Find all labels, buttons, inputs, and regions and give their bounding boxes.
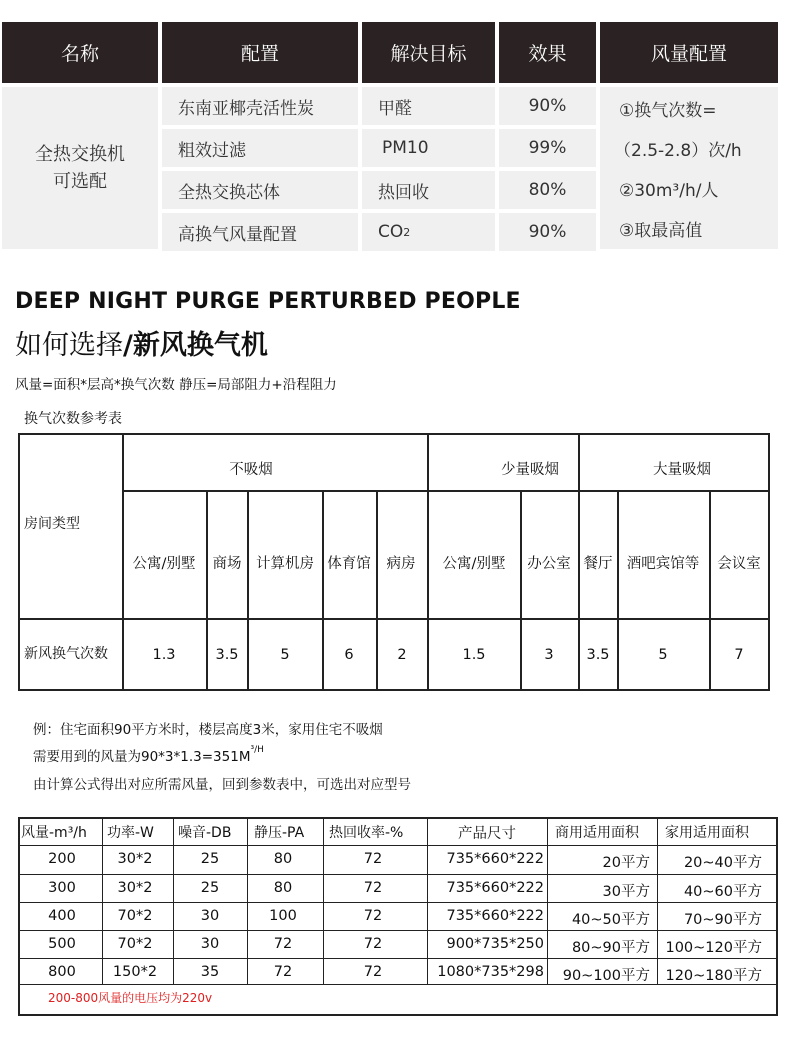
table-cell-home-area: 20~40平方 xyxy=(683,855,762,871)
config-target: 热回收 xyxy=(362,171,495,209)
table-cell: 80 xyxy=(273,851,293,867)
example-line-2 xyxy=(33,745,264,765)
table-cell-size: 1080*735*298 xyxy=(437,964,544,980)
table-cell: 72 xyxy=(363,936,383,952)
col-header-power: 功率-W xyxy=(107,825,154,841)
table-cell: 72 xyxy=(273,936,293,952)
co2-sub: 2 xyxy=(403,225,411,239)
table-cell: 30 xyxy=(200,936,220,952)
header-config: 配置 xyxy=(162,22,358,83)
table-cell: 30 xyxy=(200,908,220,924)
table-cell-commercial-area: 20平方 xyxy=(602,855,650,871)
table-cell-size: 900*735*250 xyxy=(446,936,544,952)
room-type: 计算机房 xyxy=(256,556,314,572)
formula-text: 风量=面积*层高*换气次数 静压=局部阻力+沿程阻力 xyxy=(15,377,337,393)
table-cell: 72 xyxy=(363,880,383,896)
table-cell: 70*2 xyxy=(117,936,153,952)
room-type: 会议室 xyxy=(717,556,761,572)
col-header-home-area: 家用适用面积 xyxy=(665,825,749,841)
airflow-line: ①换气次数= xyxy=(619,101,717,121)
table-cell: 72 xyxy=(363,908,383,924)
room-type: 体育馆 xyxy=(327,556,371,572)
table-cell: 800 xyxy=(48,964,76,980)
header-effect: 效果 xyxy=(499,22,596,83)
config-target: PM10 xyxy=(362,129,495,167)
config-item: 东南亚椰壳活性炭 xyxy=(162,87,358,125)
table-cell: 30*2 xyxy=(117,880,153,896)
table-cell: 25 xyxy=(200,880,220,896)
table-cell: 30*2 xyxy=(117,851,153,867)
table-cell: 400 xyxy=(48,908,76,924)
table-cell-size: 735*660*222 xyxy=(446,880,544,896)
config-effect: 80% xyxy=(499,171,596,209)
table-cell: 80 xyxy=(273,880,293,896)
air-change-value: 2 xyxy=(397,647,407,663)
air-change-value: 3 xyxy=(544,647,554,663)
title-bold: /新风换气机 xyxy=(123,330,268,361)
example-unit: ³/H xyxy=(250,745,264,755)
english-headline: DEEP NIGHT PURGE PERTURBED PEOPLE xyxy=(15,289,521,314)
room-type: 办公室 xyxy=(527,556,571,572)
table-cell-home-area: 40~60平方 xyxy=(683,884,762,900)
table-cell: 25 xyxy=(200,851,220,867)
product-name-line1: 全热交换机 xyxy=(35,144,125,165)
reference-table-title: 换气次数参考表 xyxy=(24,411,122,427)
table-cell-commercial-area: 30平方 xyxy=(602,884,650,900)
room-type: 酒吧宾馆等 xyxy=(626,556,700,572)
config-effect: 90% xyxy=(499,87,596,125)
air-change-value: 7 xyxy=(734,647,744,663)
air-change-value: 3.5 xyxy=(215,647,239,663)
table-cell-size: 735*660*222 xyxy=(446,851,544,867)
air-change-value: 1.3 xyxy=(152,647,176,663)
config-target xyxy=(362,213,495,251)
config-target: 甲醛 xyxy=(362,87,495,125)
room-type-label: 房间类型 xyxy=(24,516,80,532)
config-effect: 99% xyxy=(499,129,596,167)
config-item: 高换气风量配置 xyxy=(162,213,358,251)
table-cell: 70*2 xyxy=(117,908,153,924)
room-type: 公寓/别墅 xyxy=(132,556,196,572)
header-name: 名称 xyxy=(2,22,158,83)
example-formula: 需要用到的风量为90*3*1.3=351M xyxy=(33,749,251,765)
table-cell: 300 xyxy=(48,880,76,896)
col-header-recovery: 热回收率-% xyxy=(329,825,404,841)
room-type: 餐厅 xyxy=(583,556,613,572)
product-name-line2: 可选配 xyxy=(53,171,107,192)
page-title xyxy=(15,323,268,362)
col-header-size: 产品尺寸 xyxy=(458,826,516,842)
table-cell: 200 xyxy=(48,851,76,867)
room-type: 公寓/别墅 xyxy=(442,556,506,572)
group-no-smoking: 不吸烟 xyxy=(229,462,273,478)
table-cell-commercial-area: 80~90平方 xyxy=(571,940,650,956)
col-header-noise: 噪音-DB xyxy=(178,825,232,841)
table-cell: 35 xyxy=(200,964,220,980)
table-cell-home-area: 100~120平方 xyxy=(665,940,762,956)
table-cell: 100 xyxy=(269,908,297,924)
col-header-airflow: 风量-m³/h xyxy=(21,825,87,841)
air-change-row-label: 新风换气次数 xyxy=(24,646,108,662)
header-target: 解决目标 xyxy=(362,22,495,83)
air-change-value: 5 xyxy=(280,647,290,663)
title-plain: 如何选择 xyxy=(15,330,123,361)
group-heavy-smoking: 大量吸烟 xyxy=(653,462,711,478)
group-little-smoking: 少量吸烟 xyxy=(501,462,559,478)
room-type: 商场 xyxy=(212,556,242,572)
airflow-line: （2.5-2.8）次/h xyxy=(614,141,742,161)
airflow-line: ②30m³/h/人 xyxy=(619,181,719,201)
config-item: 粗效过滤 xyxy=(162,129,358,167)
air-change-value: 6 xyxy=(344,647,354,663)
air-change-value: 1.5 xyxy=(462,647,486,663)
table-cell-commercial-area: 90~100平方 xyxy=(562,968,650,984)
air-change-value: 5 xyxy=(658,647,668,663)
table-cell: 72 xyxy=(363,964,383,980)
model-spec-table xyxy=(18,817,778,1016)
table-cell-home-area: 120~180平方 xyxy=(665,968,762,984)
example-line-3: 由计算公式得出对应所需风量，回到参数表中，可选出对应型号 xyxy=(33,777,411,793)
airflow-line: ③取最高值 xyxy=(619,221,703,241)
table-cell-commercial-area: 40~50平方 xyxy=(571,912,650,928)
air-change-reference-table xyxy=(18,433,770,691)
config-effect: 90% xyxy=(499,213,596,251)
co2-main: CO xyxy=(378,222,404,242)
voltage-note: 200-800风量的电压均为220v xyxy=(48,991,213,1005)
table-cell-home-area: 70~90平方 xyxy=(683,912,762,928)
room-type: 病房 xyxy=(386,556,416,572)
table-cell: 150*2 xyxy=(112,964,158,980)
air-change-value: 3.5 xyxy=(586,647,610,663)
header-airflow: 风量配置 xyxy=(600,22,778,83)
config-product-name xyxy=(2,87,158,249)
table-cell: 500 xyxy=(48,936,76,952)
table-cell: 72 xyxy=(363,851,383,867)
col-header-pressure: 静压-PA xyxy=(254,825,305,841)
col-header-commercial-area: 商用适用面积 xyxy=(555,825,639,841)
table-cell-size: 735*660*222 xyxy=(446,908,544,924)
table-cell: 72 xyxy=(273,964,293,980)
example-line-1: 例：住宅面积90平方米时，楼层高度3米，家用住宅不吸烟 xyxy=(33,722,383,738)
config-item: 全热交换芯体 xyxy=(162,171,358,209)
